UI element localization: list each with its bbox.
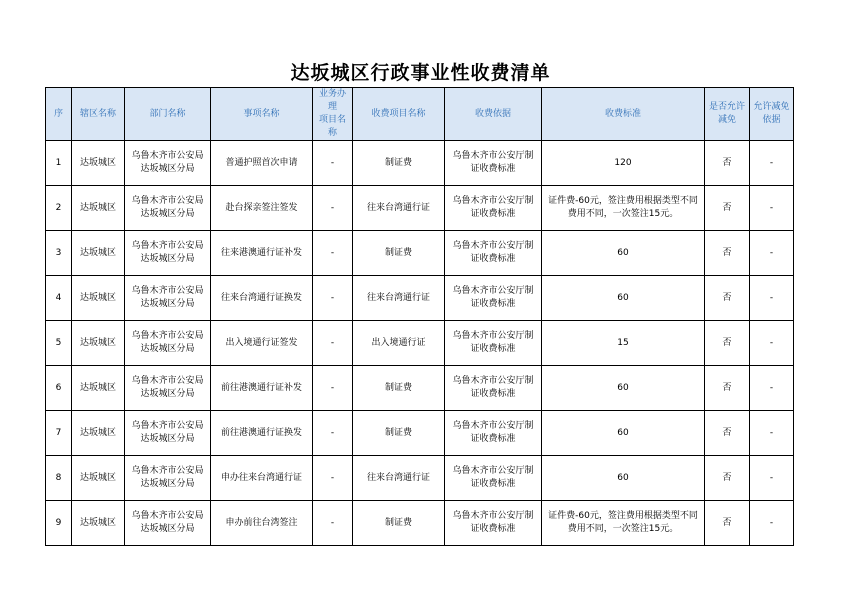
cell-biz: - — [313, 231, 353, 276]
cell-item: 前往港澳通行证换发 — [211, 411, 313, 456]
header-district: 辖区名称 — [72, 88, 125, 141]
cell-district: 达坂城区 — [72, 411, 125, 456]
cell-dept-line: 乌鲁木齐市公安局 — [131, 421, 204, 431]
cell-dept-line: 乌鲁木齐市公安局 — [131, 151, 204, 161]
cell-dept — [125, 231, 211, 276]
cell-std — [542, 456, 705, 501]
cell-allow: 否 — [705, 186, 750, 231]
cell-basis — [445, 321, 542, 366]
cell-basis-line: 乌鲁木齐市公安厅制 — [452, 196, 534, 206]
header-biz-line: 业务办理 — [318, 89, 346, 112]
cell-basis — [445, 366, 542, 411]
cell-district: 达坂城区 — [72, 141, 125, 186]
cell-dept-line: 达坂城区分局 — [140, 209, 195, 219]
cell-basis-line: 乌鲁木齐市公安厅制 — [452, 421, 534, 431]
cell-item: 出入境通行证签发 — [211, 321, 313, 366]
cell-dept-line: 乌鲁木齐市公安局 — [131, 241, 204, 251]
cell-district: 达坂城区 — [72, 276, 125, 321]
cell-district: 达坂城区 — [72, 186, 125, 231]
cell-district: 达坂城区 — [72, 456, 125, 501]
cell-seq: 7 — [46, 411, 72, 456]
cell-basis-line: 证收费标准 — [470, 254, 516, 264]
cell-biz: - — [313, 501, 353, 546]
cell-dept — [125, 456, 211, 501]
cell-basis-line: 乌鲁木齐市公安厅制 — [452, 286, 534, 296]
cell-dept-line: 乌鲁木齐市公安局 — [131, 196, 204, 206]
cell-seq: 8 — [46, 456, 72, 501]
cell-basis-line: 证收费标准 — [470, 524, 516, 534]
cell-dept — [125, 501, 211, 546]
table-row — [46, 231, 794, 276]
cell-std-line: 120 — [614, 157, 632, 168]
cell-seq: 6 — [46, 366, 72, 411]
cell-std-line: 60 — [617, 292, 629, 303]
cell-basis-line: 乌鲁木齐市公安厅制 — [452, 241, 534, 251]
cell-seq: 4 — [46, 276, 72, 321]
cell-basis — [445, 186, 542, 231]
cell-std — [542, 186, 705, 231]
cell-district: 达坂城区 — [72, 231, 125, 276]
cell-biz: - — [313, 366, 353, 411]
cell-basis-line: 乌鲁木齐市公安厅制 — [452, 511, 534, 521]
header-reduce-line: 依据 — [762, 115, 781, 125]
cell-allow: 否 — [705, 501, 750, 546]
cell-fee: 制证费 — [353, 501, 445, 546]
cell-fee: 制证费 — [353, 141, 445, 186]
cell-dept-line: 达坂城区分局 — [140, 389, 195, 399]
header-item: 事项名称 — [211, 88, 313, 141]
cell-basis — [445, 501, 542, 546]
cell-basis-line: 乌鲁木齐市公安厅制 — [452, 331, 534, 341]
cell-item: 往来台湾通行证换发 — [211, 276, 313, 321]
cell-dept-line: 达坂城区分局 — [140, 434, 195, 444]
header-allow-line: 是否允许 — [708, 102, 745, 112]
page-title: 达坂城区行政事业性收费清单 — [290, 62, 551, 84]
cell-basis — [445, 456, 542, 501]
cell-std-line: 60 — [617, 427, 629, 438]
cell-basis-line: 乌鲁木齐市公安厅制 — [452, 376, 534, 386]
cell-reduce: - — [750, 231, 794, 276]
cell-std — [542, 366, 705, 411]
cell-std-line: 60 — [617, 247, 629, 258]
cell-fee: 制证费 — [353, 366, 445, 411]
table-header-row — [46, 88, 794, 141]
cell-std — [542, 501, 705, 546]
header-biz — [313, 88, 353, 141]
table-row — [46, 411, 794, 456]
cell-dept — [125, 321, 211, 366]
cell-fee: 出入境通行证 — [353, 321, 445, 366]
table-row — [46, 186, 794, 231]
table-row — [46, 501, 794, 546]
cell-district: 达坂城区 — [72, 501, 125, 546]
cell-allow: 否 — [705, 411, 750, 456]
cell-dept-line: 达坂城区分局 — [140, 344, 195, 354]
cell-allow: 否 — [705, 366, 750, 411]
cell-reduce: - — [750, 276, 794, 321]
cell-std — [542, 411, 705, 456]
cell-item: 申办往来台湾通行证 — [211, 456, 313, 501]
table-row — [46, 366, 794, 411]
cell-basis — [445, 411, 542, 456]
header-allow-line: 减免 — [717, 115, 736, 125]
cell-allow: 否 — [705, 456, 750, 501]
cell-basis — [445, 276, 542, 321]
table-body — [46, 141, 794, 546]
cell-fee: 往来台湾通行证 — [353, 276, 445, 321]
cell-dept-line: 乌鲁木齐市公安局 — [131, 376, 204, 386]
cell-std — [542, 141, 705, 186]
cell-basis-line: 证收费标准 — [470, 389, 516, 399]
cell-basis — [445, 231, 542, 276]
header-biz-line: 项目名称 — [318, 115, 346, 138]
cell-basis-line: 乌鲁木齐市公安厅制 — [452, 466, 534, 476]
cell-std — [542, 231, 705, 276]
cell-allow: 否 — [705, 276, 750, 321]
cell-dept-line: 达坂城区分局 — [140, 254, 195, 264]
cell-basis-line: 证收费标准 — [470, 344, 516, 354]
cell-item: 往来港澳通行证补发 — [211, 231, 313, 276]
cell-dept-line: 达坂城区分局 — [140, 524, 195, 534]
cell-dept-line: 达坂城区分局 — [140, 479, 195, 489]
cell-dept-line: 达坂城区分局 — [140, 164, 195, 174]
cell-reduce: - — [750, 186, 794, 231]
cell-dept — [125, 141, 211, 186]
cell-reduce: - — [750, 366, 794, 411]
header-reduce-line: 允许减免 — [753, 102, 790, 112]
cell-dept-line: 乌鲁木齐市公安局 — [131, 466, 204, 476]
cell-dept — [125, 411, 211, 456]
fee-table — [45, 87, 794, 546]
cell-std-line: 证件费-60元，签注费用根据类型不同 — [548, 511, 698, 521]
cell-biz: - — [313, 456, 353, 501]
table-row — [46, 276, 794, 321]
cell-dept-line: 达坂城区分局 — [140, 299, 195, 309]
cell-biz: - — [313, 141, 353, 186]
cell-fee: 制证费 — [353, 411, 445, 456]
cell-biz: - — [313, 186, 353, 231]
cell-biz: - — [313, 276, 353, 321]
cell-fee: 往来台湾通行证 — [353, 186, 445, 231]
cell-std-line: 费用不同，一次签注15元。 — [567, 209, 679, 219]
cell-district: 达坂城区 — [72, 321, 125, 366]
cell-basis-line: 乌鲁木齐市公安厅制 — [452, 151, 534, 161]
cell-dept — [125, 276, 211, 321]
cell-fee: 制证费 — [353, 231, 445, 276]
cell-std-line: 15 — [617, 337, 629, 348]
header-dept: 部门名称 — [125, 88, 211, 141]
cell-biz: - — [313, 321, 353, 366]
cell-basis-line: 证收费标准 — [470, 299, 516, 309]
cell-basis-line: 证收费标准 — [470, 479, 516, 489]
cell-allow: 否 — [705, 141, 750, 186]
table-row — [46, 321, 794, 366]
header-seq: 序 — [46, 88, 72, 141]
cell-std-line: 60 — [617, 382, 629, 393]
cell-seq: 3 — [46, 231, 72, 276]
header-reduce — [750, 88, 794, 141]
cell-reduce: - — [750, 321, 794, 366]
cell-district: 达坂城区 — [72, 366, 125, 411]
cell-std-line: 60 — [617, 472, 629, 483]
cell-basis-line: 证收费标准 — [470, 434, 516, 444]
cell-std — [542, 276, 705, 321]
cell-reduce: - — [750, 411, 794, 456]
table-row — [46, 456, 794, 501]
header-allow — [705, 88, 750, 141]
cell-item: 前往港澳通行证补发 — [211, 366, 313, 411]
cell-dept — [125, 366, 211, 411]
cell-seq: 2 — [46, 186, 72, 231]
cell-item: 申办前往台湾签注 — [211, 501, 313, 546]
header-basis: 收费依据 — [445, 88, 542, 141]
cell-std-line: 证件费-60元，签注费用根据类型不同 — [548, 196, 698, 206]
header-fee: 收费项目名称 — [353, 88, 445, 141]
cell-reduce: - — [750, 501, 794, 546]
cell-reduce: - — [750, 141, 794, 186]
cell-std-line: 费用不同，一次签注15元。 — [567, 524, 679, 534]
cell-dept-line: 乌鲁木齐市公安局 — [131, 331, 204, 341]
cell-fee: 往来台湾通行证 — [353, 456, 445, 501]
cell-basis-line: 证收费标准 — [470, 209, 516, 219]
cell-dept-line: 乌鲁木齐市公安局 — [131, 511, 204, 521]
table-row — [46, 141, 794, 186]
cell-seq: 1 — [46, 141, 72, 186]
cell-basis — [445, 141, 542, 186]
cell-seq: 9 — [46, 501, 72, 546]
cell-reduce: - — [750, 456, 794, 501]
cell-item: 赴台探亲签注签发 — [211, 186, 313, 231]
cell-std — [542, 321, 705, 366]
cell-basis-line: 证收费标准 — [470, 164, 516, 174]
cell-allow: 否 — [705, 321, 750, 366]
cell-biz: - — [313, 411, 353, 456]
header-std: 收费标准 — [542, 88, 705, 141]
cell-seq: 5 — [46, 321, 72, 366]
cell-item: 普通护照首次申请 — [211, 141, 313, 186]
cell-dept — [125, 186, 211, 231]
cell-dept-line: 乌鲁木齐市公安局 — [131, 286, 204, 296]
cell-allow: 否 — [705, 231, 750, 276]
